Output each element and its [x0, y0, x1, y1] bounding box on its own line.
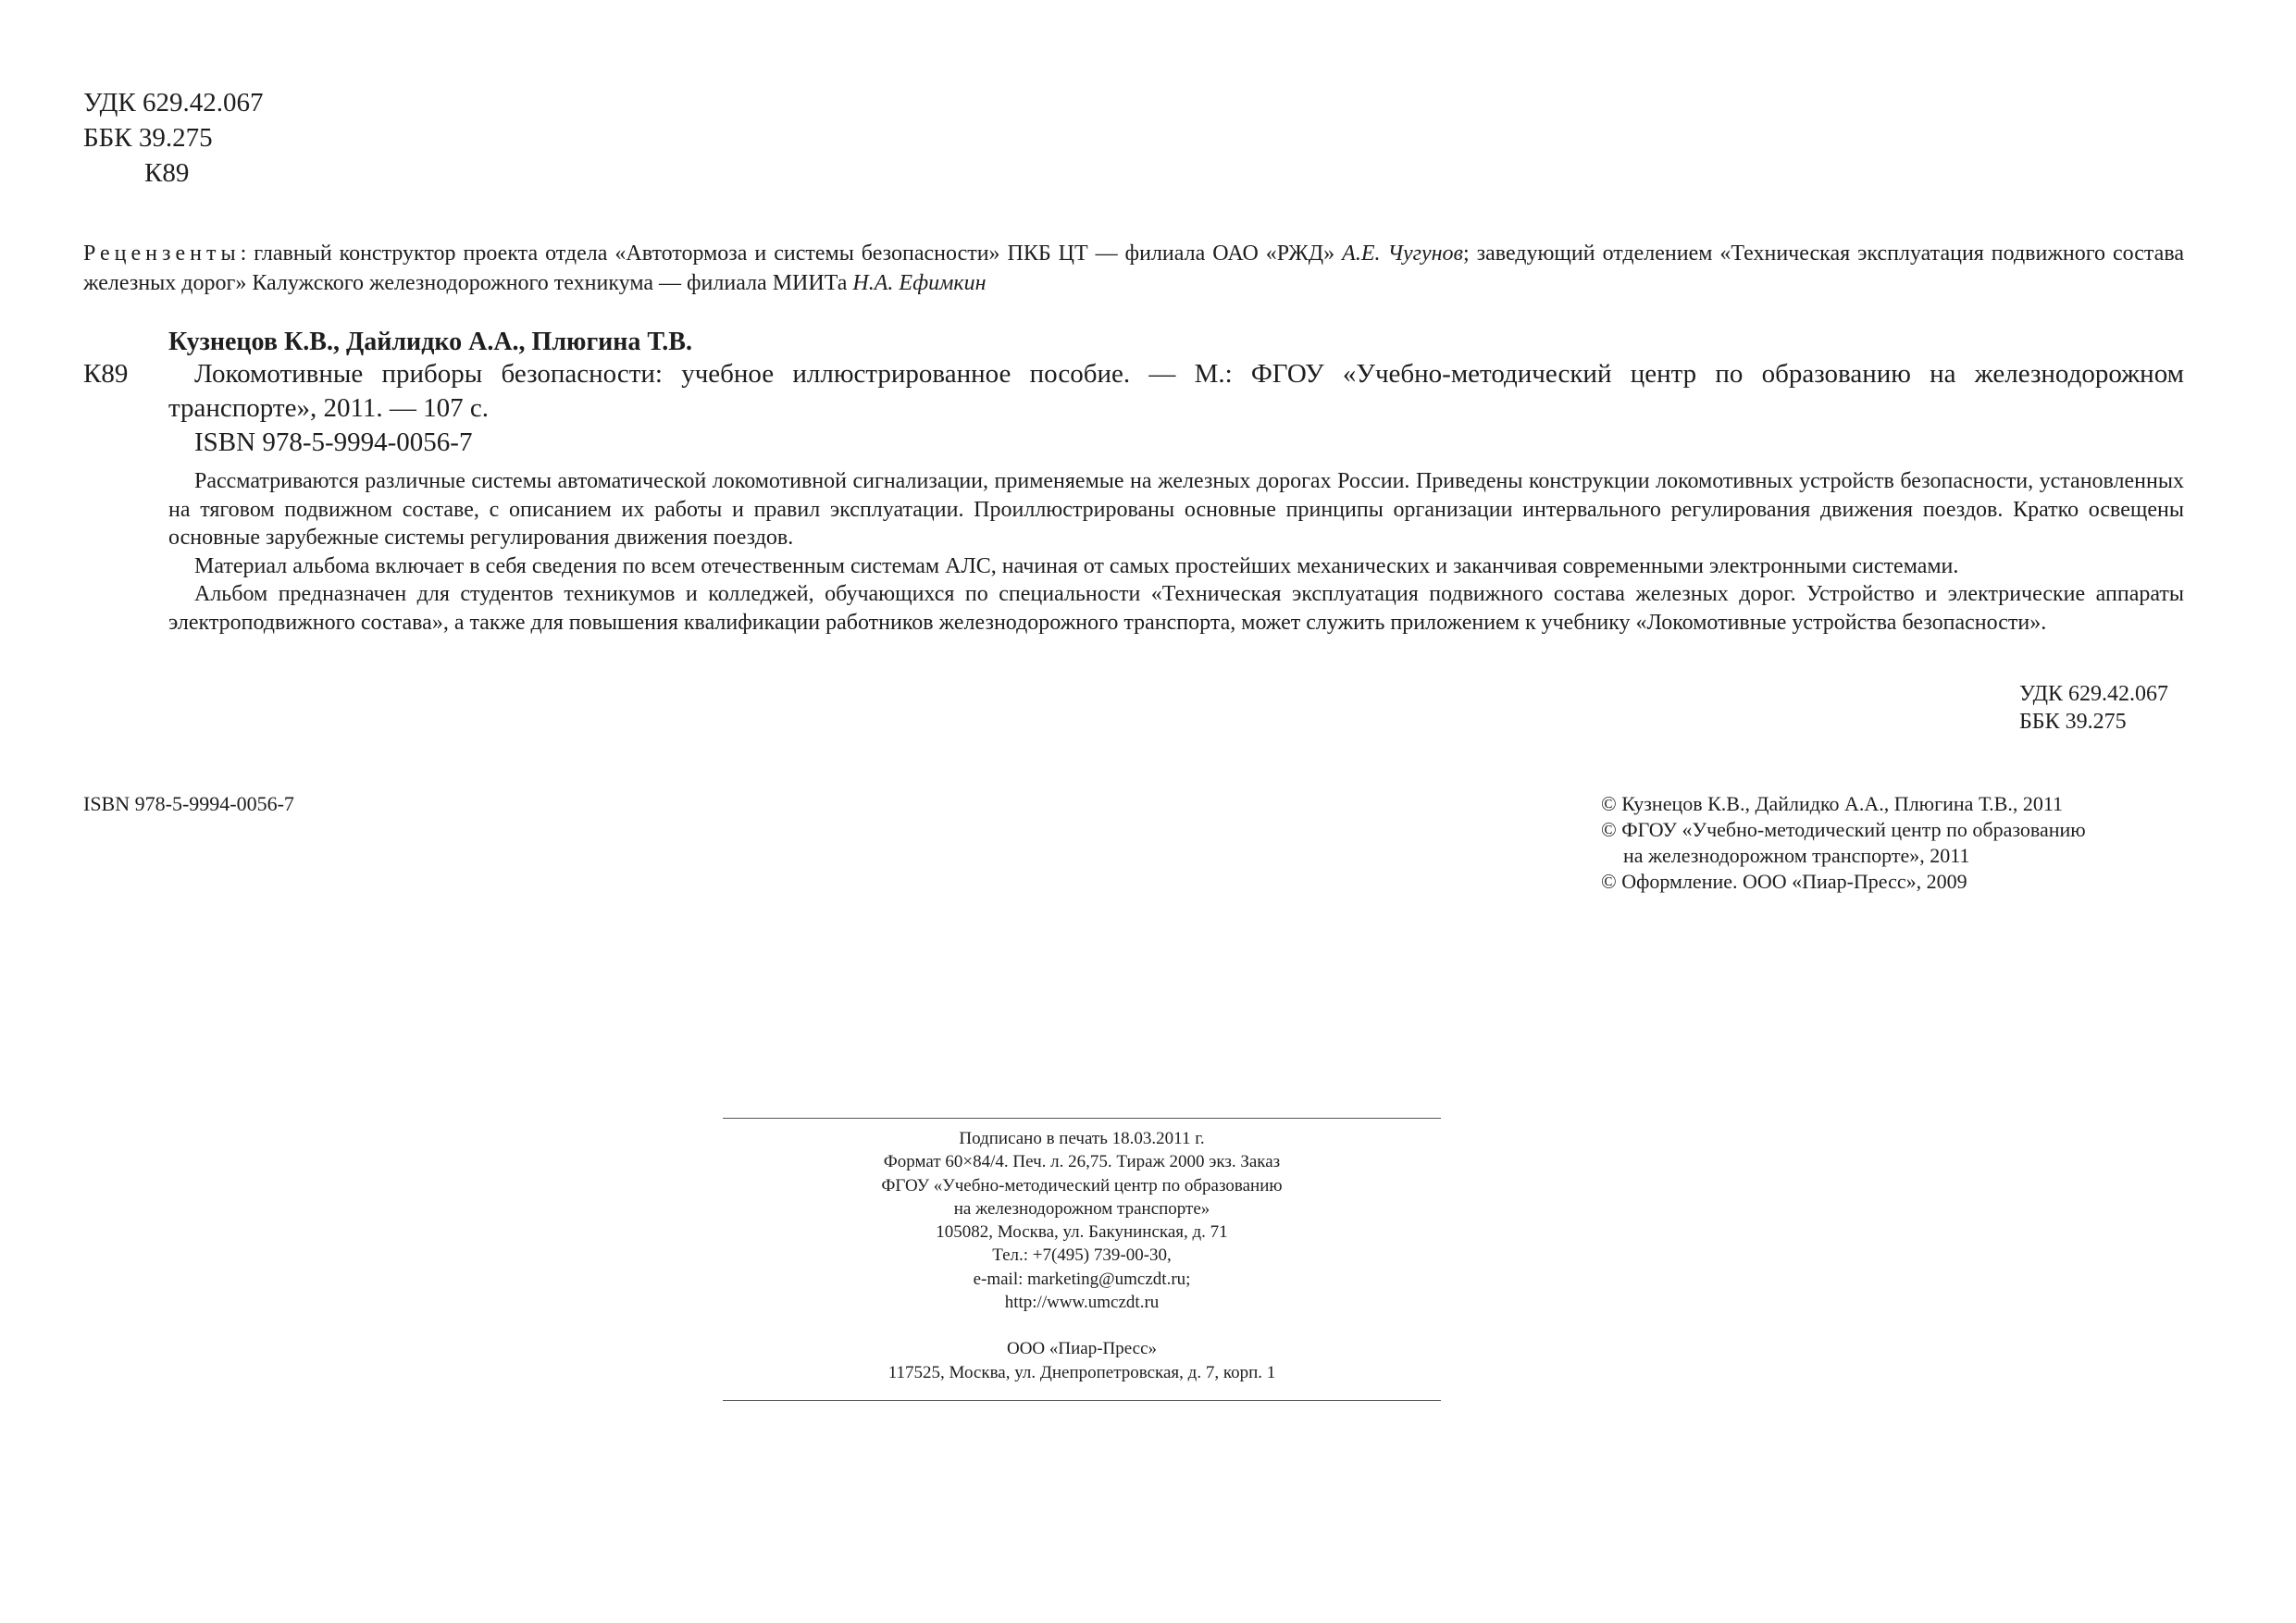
copyright-line-4: © Оформление. ООО «Пиар-Пресс», 2009: [1601, 870, 1967, 893]
bibliography-author-mark: К89: [83, 359, 129, 389]
copyright-line-1: © Кузнецов К.В., Дайлидко А.А., Плюгина Т.В., 2011: [1601, 792, 2064, 815]
reviewers-label: Рецензенты: [83, 242, 241, 266]
classification-right: [2019, 680, 2168, 736]
reviewer-1-name: А.Е. Чугунов: [1342, 242, 1463, 266]
imprint-line-2: Формат 60×84/4. Печ. л. 26,75. Тираж 2000 экз. Заказ: [883, 1152, 1281, 1172]
imprint-line-3: ФГОУ «Учебно-методический центр по образованию: [881, 1175, 1283, 1196]
abstract-paragraph-2: Материал альбома включает в себя сведения по всем отечественным системам АЛС, начиная от самых простейших механических и заканчивая современными электронными системами.: [194, 553, 1959, 578]
copyright-line-2: © ФГОУ «Учебно-методический центр по образованию: [1601, 818, 2086, 841]
imprint-line-7: e-mail: marketing@umczdt.ru;: [973, 1269, 1191, 1289]
reviewers-paragraph: [83, 239, 2184, 298]
author-mark: К89: [144, 158, 190, 188]
imprint-block: [723, 1127, 1441, 1384]
imprint-line-8: http://www.umczdt.ru: [1004, 1293, 1160, 1313]
imprint-line-4: на железнодорожном транспорте»: [953, 1198, 1210, 1219]
reviewers-text-2: ; заведующий отделением «Техническая эксплуатация подвижного состава железных дорог» Калужского железнодорожного техникума — филиала МИИТа: [83, 242, 2184, 295]
title-line-1: Локомотивные приборы безопасности: учебное иллюстрированное пособие. — М.: ФГОУ «Учебно-методический центр по образованию на железнодорожном: [194, 359, 2184, 389]
authors-heading: Кузнецов К.В., Дайлидко А.А., Плюгина Т.В.: [168, 328, 692, 356]
bbk-code-right: ББК 39.275: [2019, 710, 2127, 734]
imprint-spacer: [723, 1314, 1441, 1337]
title-line-2: транспорте», 2011. — 107 с.: [168, 393, 490, 423]
printer-name: ООО «Пиар-Пресс»: [1006, 1339, 1158, 1359]
abstract-paragraph-3: Альбом предназначен для студентов техникумов и колледжей, обучающихся по специальности «Техническая эксплуатация подвижного состава железных дорог. Устройство и электрические аппараты электроподвижного состава», а также для повышения квалификации работников железнодорожного транспорта, может служить приложением к учебнику «Локомотивные устройства безопасности».: [168, 582, 2184, 635]
isbn-bottom: ISBN 978-5-9994-0056-7: [83, 792, 294, 815]
abstract: [168, 467, 2184, 637]
udk-code-right: УДК 629.42.067: [2019, 682, 2168, 706]
udk-code: УДК 629.42.067: [83, 88, 264, 118]
imprint-line-6: Тел.: +7(495) 739-00-30,: [992, 1245, 1172, 1266]
bibliographic-description: [168, 357, 2184, 460]
reviewers-text-1: главный конструктор проекта отдела «Автотормоза и системы безопасности» ПКБ ЦТ — филиала ОАО «РЖД»: [254, 242, 1343, 266]
imprint-top-rule: [723, 1118, 1441, 1119]
copyright-block: [1601, 791, 2086, 895]
printer-address: 117525, Москва, ул. Днепропетровская, д. 7, корп. 1: [887, 1362, 1276, 1382]
imprint-line-1: Подписано в печать 18.03.2011 г.: [959, 1129, 1205, 1148]
imprint-line-5: 105082, Москва, ул. Бакунинская, д. 71: [936, 1222, 1228, 1243]
copyright-line-3: на железнодорожном транспорте», 2011: [1623, 844, 1970, 867]
reviewers-separator: :: [240, 242, 254, 266]
bibliography-isbn: ISBN 978-5-9994-0056-7: [194, 427, 473, 457]
abstract-paragraph-1: Рассматриваются различные системы автоматической локомотивной сигнализации, применяемые на железных дорогах России. Приведены конструкции локомотивных устройств безопасности, установленных на тяговом подвижном составе, с описанием их работы и правил эксплуатации. Проиллюстрированы основные принципы организации интервального регулирования движения поездов. Кратко освещены основные зарубежные системы регулирования движения поездов.: [168, 469, 2184, 550]
classification-block: [83, 85, 263, 191]
bbk-code: ББК 39.275: [83, 123, 213, 153]
reviewer-2-name: Н.А. Ефимкин: [852, 271, 987, 295]
imprint-bottom-rule: [723, 1400, 1441, 1401]
